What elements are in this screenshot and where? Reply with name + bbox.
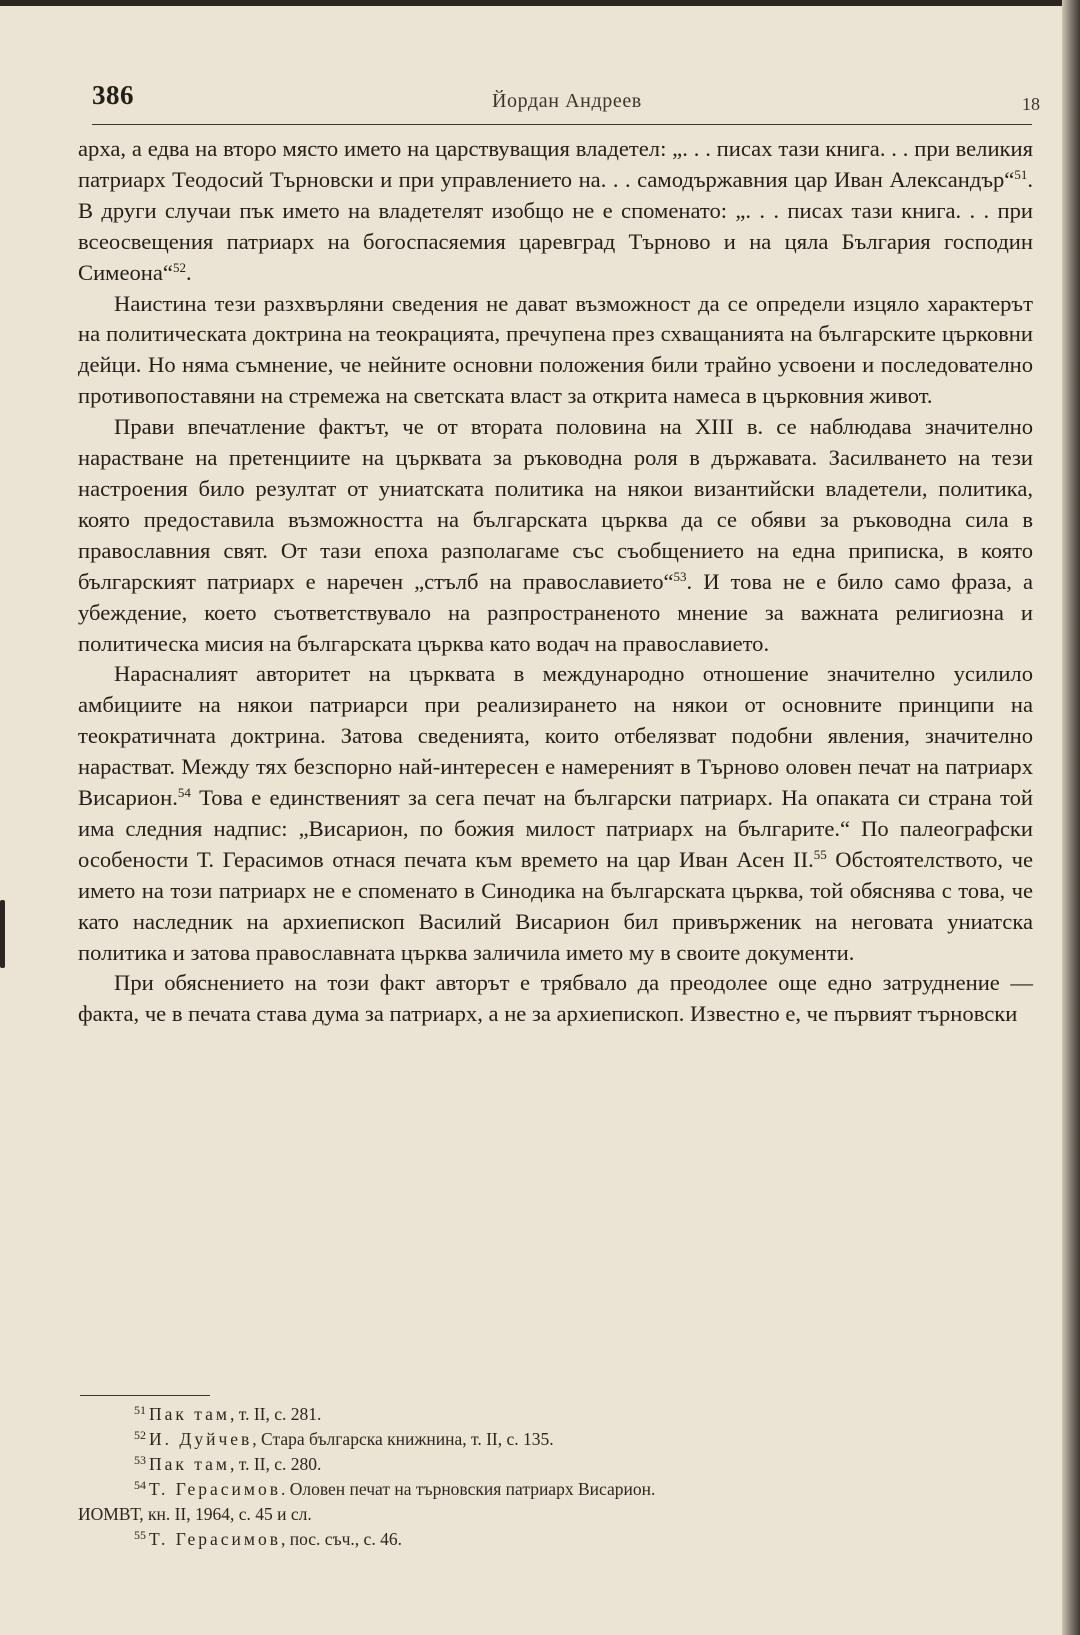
scan-right-edge <box>1062 0 1080 1635</box>
footnote-author: И. Дуйчев <box>149 1429 253 1449</box>
paragraph-4: Нарасналият авторитет на църквата в международно отношение значително усилило амбициите на някои патриарси при реализирането на някои от основните принципи на теократичната доктрина. Затова сведенията, които отбелязват подобни явления, значително нарастват. Между тях безспорно най-интересен е намереният в Търново оловен печат на патриарх Висарион.$^{54}$ Това е единственият за сега печат на български патриарх. На опаката си страна той има следния надпис: „Висарион, по божия милост патриарх на българите.“ По палеографски особености Т. Герасимов отнася печата към времето на цар Иван Асен II.$^{55}$ Обстоятелството, че името на този патриарх не е споменато в Синодика на българската църква, той обяснява с това, че като наследник на архиепископ Василий Висарион бил привърженик на неговата униатска политика и затова православната църква заличила името му в своите документи. <box>78 661 1033 965</box>
footnotes <box>78 1402 1028 1552</box>
footnote-54: $^{54}$ Т. Герасимов. Оловен печат на търновския патриарх Висарион. <box>134 1478 656 1499</box>
footnote-ref-51[interactable]: 51 <box>1014 166 1028 182</box>
paragraph-1: арха, а едва на второ място името на царствуващия владетел: „. . . писах тази книга. . . при великия патриарх Теодосий Търновски и при управлението на. . . самодържавния цар Иван Александър“$^{51}$. В други случаи пък името на владетелят изобщо не е споменато: „. . . писах тази книга. . . при всеосвещения патриарх на богоспасяемия царевград Търново и на цяла България господин Симеона“$^{52}$. <box>78 136 1033 285</box>
footnote-ref-55[interactable]: 55 <box>813 846 827 862</box>
footnote-author: Т. Герасимов <box>149 1529 281 1549</box>
paragraph-5: При обяснението на този факт авторът е трябвало да преодолее още едно затруднение — факта, че в печата става дума за патриарх, а не за архиепископ. Известно е, че първият търновски <box>78 970 1033 1027</box>
footnote-ref-54[interactable]: 54 <box>177 785 191 801</box>
footnote-53: $^{53}$ Пак там, т. II, с. 280. <box>134 1453 322 1474</box>
page-number: 386 <box>92 80 134 110</box>
footnote-51: $^{51}$ Пак там, т. II, с. 281. <box>134 1403 322 1424</box>
footnote-author: Пак там <box>149 1404 230 1424</box>
footnote-author: Т. Герасимов <box>149 1479 281 1499</box>
scan-left-mark <box>0 900 5 968</box>
header-rule <box>92 124 1032 125</box>
footnote-52: $^{52}$ И. Дуйчев, Стара българска книжнина, т. II, с. 135. <box>134 1428 554 1449</box>
handwritten-corner-mark: 18 <box>1022 94 1040 114</box>
body-text <box>78 134 1033 1314</box>
footnote-author: Пак там <box>149 1454 230 1474</box>
footnote-54-continuation: ИОМВТ, кн. II, 1964, с. 45 и сл. <box>78 1504 312 1524</box>
running-head-author: Йордан Андреев <box>492 90 642 112</box>
footnote-ref-53[interactable]: 53 <box>673 568 687 584</box>
footnote-55: $^{55}$ Т. Герасимов, пос. съч., с. 46. <box>134 1528 402 1549</box>
paragraph-2: Наистина тези разхвърляни сведения не дават възможност да се определи изцяло характерът на политическата доктрина на теокрацията, пречупена през схващанията на българските църковни дейци. Но няма съмнение, че нейните основни положения били трайно усвоени и последователно противопоставяни на стремежа на светската власт за открита намеса в църковния живот. <box>78 290 1033 409</box>
page-header <box>92 80 1040 124</box>
scan-top-edge <box>0 0 1080 6</box>
footnote-ref-52[interactable]: 52 <box>172 259 186 275</box>
paragraph-3: Прави впечатление фактът, че от втората половина на XIII в. се наблюдава значително нарастване на претенциите на църквата за ръководна роля в държавата. Засилването на тези настроения било резултат от униатската политика на някои византийски владетели, политика, която предоставила възможността на българската църква да се обяви за ръководна сила в православния свят. От тази епоха разполагаме със съобщението на една приписка, в която българският патриарх е наречен „стълб на православието“$^{53}$. И това не е било само фраза, а убеждение, което съответствувало на разпространеното мнение за важната религиозна и политическа мисия на българската църква като водач на православието. <box>78 414 1033 656</box>
footnote-rule <box>80 1395 210 1396</box>
